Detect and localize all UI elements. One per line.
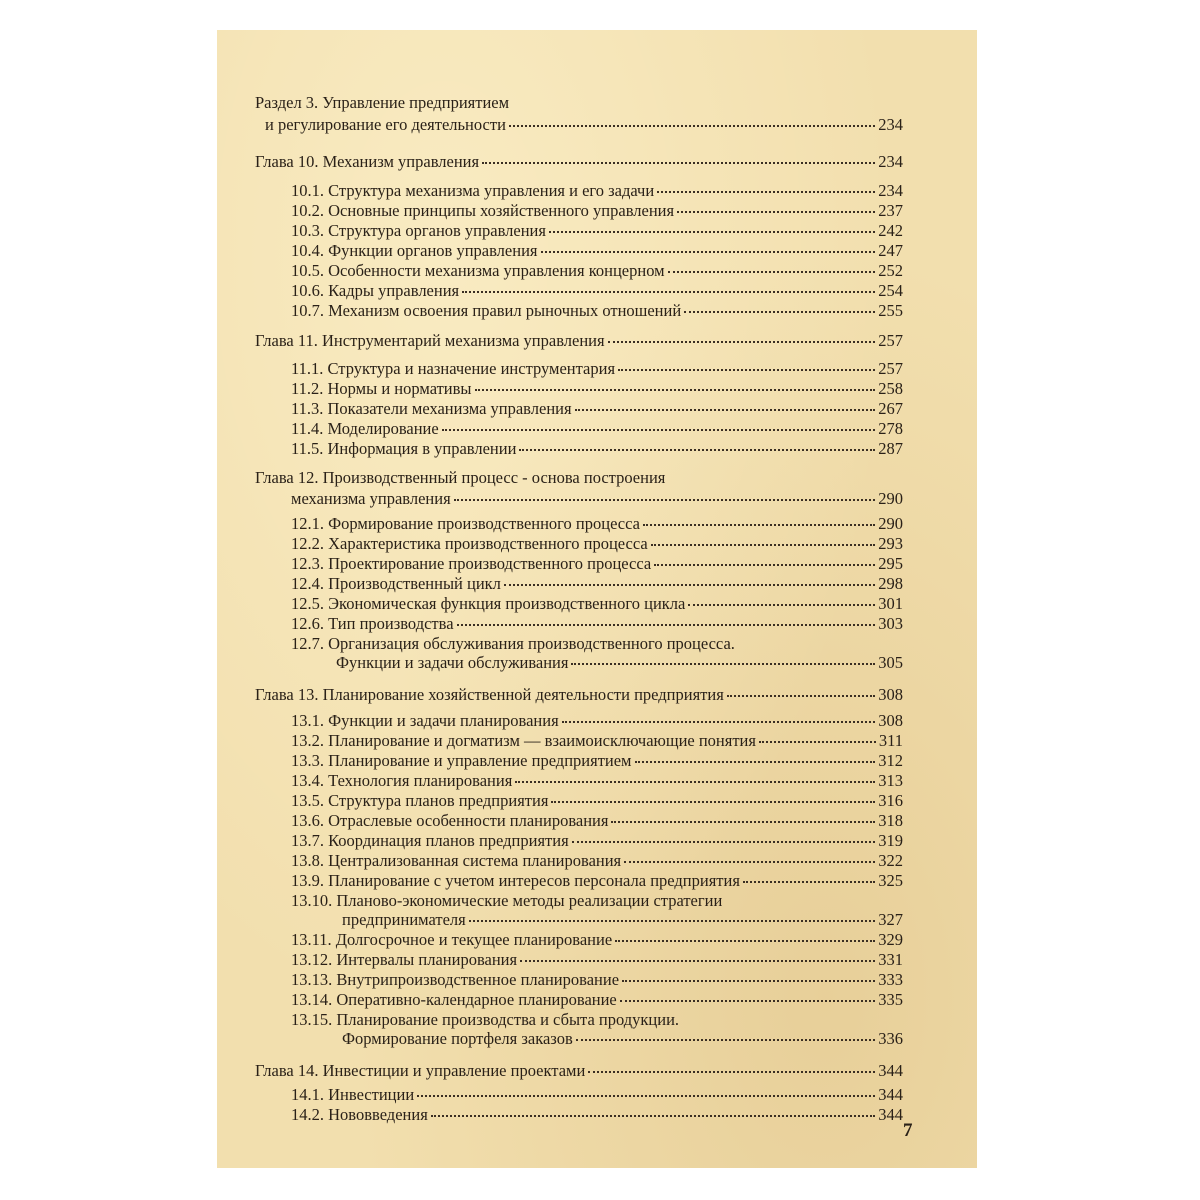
dot-leader [549,229,875,233]
toc-entry [291,830,903,852]
toc-entry [291,850,903,872]
toc-entry-page: 329 [878,930,903,949]
dot-leader [571,661,875,665]
dot-leader [608,339,876,343]
toc-entry-page: 322 [878,851,903,870]
toc-entry [291,593,903,615]
dot-leader [509,123,875,127]
toc-entry-page: 295 [878,554,903,573]
toc-entry-page: 335 [878,990,903,1009]
toc-entry-title: предпринимателя [342,910,466,929]
toc-entry-title: 10.1. Структура механизма управления и его задачи [291,181,655,200]
toc-entry-page: 258 [878,379,903,398]
dot-leader [620,998,876,1002]
toc-entry-page: 316 [878,791,903,810]
toc-entry-page: 319 [878,831,903,850]
dot-leader [475,387,876,391]
page-number: 7 [903,1120,913,1141]
toc-entry-page: 257 [878,331,903,350]
toc-entry-title: Глава 10. Механизм управления [255,152,480,171]
toc-entry [291,488,903,510]
toc-entry-title: Глава 14. Инвестиции и управление проектами [255,1061,586,1080]
toc-entry-title: 13.15. Планирование производства и сбыта продукции. [291,1010,680,1029]
book-page [217,30,977,1168]
toc-entry [291,949,903,971]
toc-entry [291,710,903,732]
toc-entry [291,870,903,892]
toc-entry-title: 11.4. Моделирование [291,419,439,438]
toc-entry [291,180,903,202]
toc-entry-title: Глава 12. Производственный процесс - основа построения [255,468,666,487]
toc-entry-title: 12.5. Экономическая функция производственного цикла [291,594,686,613]
toc-entry [291,989,903,1011]
toc-entry-title: Формирование портфеля заказов [342,1029,573,1048]
dot-leader [551,799,875,803]
toc-entry-title: 11.3. Показатели механизма управления [291,399,572,418]
toc-entry-title: 10.5. Особенности механизма управления концерном [291,261,665,280]
toc-entry-page: 308 [878,711,903,730]
dot-leader [572,839,876,843]
dot-leader [611,819,875,823]
toc-entry-title: 13.14. Оперативно-календарное планирование [291,990,617,1009]
toc-entry-page: 313 [878,771,903,790]
toc-entry [291,240,903,262]
toc-entry [291,513,903,535]
toc-entry [291,280,903,302]
toc-entry [255,467,665,489]
toc-entry-title: 12.4. Производственный цикл [291,574,501,593]
dot-leader [462,289,875,293]
toc-entry-page: 336 [878,1029,903,1048]
toc-entry [255,151,903,173]
dot-leader [677,209,875,213]
toc-entry-title: 13.10. Планово-экономические методы реализации стратегии [291,891,723,910]
toc-entry [291,573,903,595]
toc-entry-title: и регулирование его деятельности [265,115,506,134]
toc-entry-title: 11.5. Информация в управлении [291,439,517,458]
dot-leader [520,958,875,962]
dot-leader [519,447,875,451]
dot-leader [668,269,876,273]
toc-entry-page: 234 [878,181,903,200]
toc-entry [336,652,903,674]
toc-entry [291,730,903,752]
dot-leader [635,759,876,763]
toc-entry-page: 311 [878,731,903,750]
toc-entry [291,418,903,440]
dot-leader [431,1113,875,1117]
toc-entry-title: 13.6. Отраслевые особенности планирования [291,811,609,830]
toc-entry-page: 344 [878,1085,903,1104]
toc-entry [291,969,903,991]
toc-entry [291,1104,903,1126]
dot-leader [688,602,875,606]
toc-entry-page: 290 [878,489,903,508]
dot-leader [562,719,876,723]
toc-entry-page: 318 [878,811,903,830]
dot-leader [643,522,875,526]
toc-entry-title: 12.3. Проектирование производственного процесса [291,554,652,573]
dot-leader [588,1069,875,1073]
toc-entry-title: 14.1. Инвестиции [291,1085,415,1104]
toc-entry-page: 298 [878,574,903,593]
dot-leader [541,249,876,253]
dot-leader [743,879,875,883]
toc-entry-page: 287 [878,439,903,458]
dot-leader [504,582,875,586]
toc-entry [291,300,903,322]
toc-entry-title: 13.1. Функции и задачи планирования [291,711,559,730]
toc-entry-title: 11.1. Структура и назначение инструментария [291,359,616,378]
dot-leader [618,367,875,371]
toc-entry-page: 252 [878,261,903,280]
toc-entry-page: 327 [878,910,903,929]
toc-entry [291,260,903,282]
toc-entry-title: 13.13. Внутрипроизводственное планирование [291,970,620,989]
dot-leader [622,978,875,982]
toc-entry [291,790,903,812]
toc-entry-title: Глава 11. Инструментарий механизма управления [255,331,605,350]
toc-entry [291,378,903,400]
toc-entry-page: 293 [878,534,903,553]
toc-entry-page: 234 [878,152,903,171]
dot-leader [515,779,875,783]
toc-entry [291,1084,903,1106]
toc-entry-page: 234 [878,115,903,134]
toc-entry [255,330,903,352]
toc-entry-page: 325 [878,871,903,890]
toc-entry [291,750,903,772]
toc-entry-title: 11.2. Нормы и нормативы [291,379,472,398]
toc-entry-title: 12.7. Организация обслуживания производственного процесса. [291,634,735,653]
dot-leader [654,562,875,566]
dot-leader [457,622,876,626]
dot-leader [576,1037,876,1041]
toc-entry [291,770,903,792]
toc-entry-title: 10.7. Механизм освоения правил рыночных отношений [291,301,682,320]
toc-entry-title: 13.3. Планирование и управление предприятием [291,751,632,770]
dot-leader [759,739,876,743]
dot-leader [417,1093,875,1097]
toc-entry [291,200,903,222]
dot-leader [482,160,875,164]
toc-entry-title: 13.4. Технология планирования [291,771,513,790]
dot-leader [651,542,876,546]
dot-leader [442,427,876,431]
toc-entry-title: 12.6. Тип производства [291,614,454,633]
toc-entry-page: 308 [878,685,903,704]
toc-entry-title: 10.2. Основные принципы хозяйственного управления [291,201,675,220]
table-of-contents [217,30,977,1168]
toc-entry [291,929,903,951]
toc-entry-title: 12.1. Формирование производственного процесса [291,514,640,533]
toc-entry-title: Раздел 3. Управление предприятием [255,93,510,112]
toc-entry-title: Функции и задачи обслуживания [336,653,569,672]
toc-entry-page: 344 [878,1061,903,1080]
toc-entry-page: 301 [878,594,903,613]
dot-leader [575,407,876,411]
toc-entry-page: 237 [878,201,903,220]
toc-entry [291,220,903,242]
toc-entry-page: 255 [878,301,903,320]
toc-entry [265,114,903,136]
dot-leader [469,918,876,922]
toc-entry-title: 13.7. Координация планов предприятия [291,831,569,850]
toc-entry-title: механизма управления [291,489,451,508]
toc-entry [255,1060,903,1082]
toc-entry [291,438,903,460]
toc-entry-title: 14.2. Нововведения [291,1105,428,1124]
toc-entry-title: 13.8. Централизованная система планирования [291,851,622,870]
dot-leader [684,309,875,313]
toc-entry-page: 278 [878,419,903,438]
toc-entry [291,358,903,380]
toc-entry-page: 305 [878,653,903,672]
toc-entry-page: 331 [878,950,903,969]
dot-leader [727,693,875,697]
toc-entry-title: 13.12. Интервалы планирования [291,950,518,969]
toc-entry-title: 10.4. Функции органов управления [291,241,538,260]
toc-entry-title: 13.11. Долгосрочное и текущее планирование [291,930,613,949]
toc-entry [255,92,509,114]
toc-entry-page: 344 [878,1105,903,1124]
toc-entry-title: 10.3. Структура органов управления [291,221,546,240]
dot-leader [454,497,876,501]
toc-entry-title: 10.6. Кадры управления [291,281,460,300]
toc-entry-page: 290 [878,514,903,533]
toc-entry-page: 303 [878,614,903,633]
toc-entry-title: 13.9. Планирование с учетом интересов персонала предприятия [291,871,740,890]
dot-leader [657,189,875,193]
toc-entry-title: 13.2. Планирование и догматизм — взаимоисключающие понятия [291,731,756,750]
toc-entry-page: 312 [878,751,903,770]
toc-entry [291,810,903,832]
toc-entry-page: 242 [878,221,903,240]
toc-entry-title: Глава 13. Планирование хозяйственной деятельности предприятия [255,685,724,704]
toc-entry-title: 12.2. Характеристика производственного процесса [291,534,648,553]
toc-entry [342,909,903,931]
dot-leader [615,938,875,942]
toc-entry [291,533,903,555]
dot-leader [624,859,875,863]
toc-entry [255,684,903,706]
toc-entry [342,1028,903,1050]
toc-entry-page: 333 [878,970,903,989]
toc-entry-page: 267 [878,399,903,418]
toc-entry-page: 257 [878,359,903,378]
toc-entry-page: 254 [878,281,903,300]
toc-entry [291,398,903,420]
toc-entry [291,613,903,635]
toc-entry-title: 13.5. Структура планов предприятия [291,791,549,810]
toc-entry-page: 247 [878,241,903,260]
toc-entry [291,553,903,575]
